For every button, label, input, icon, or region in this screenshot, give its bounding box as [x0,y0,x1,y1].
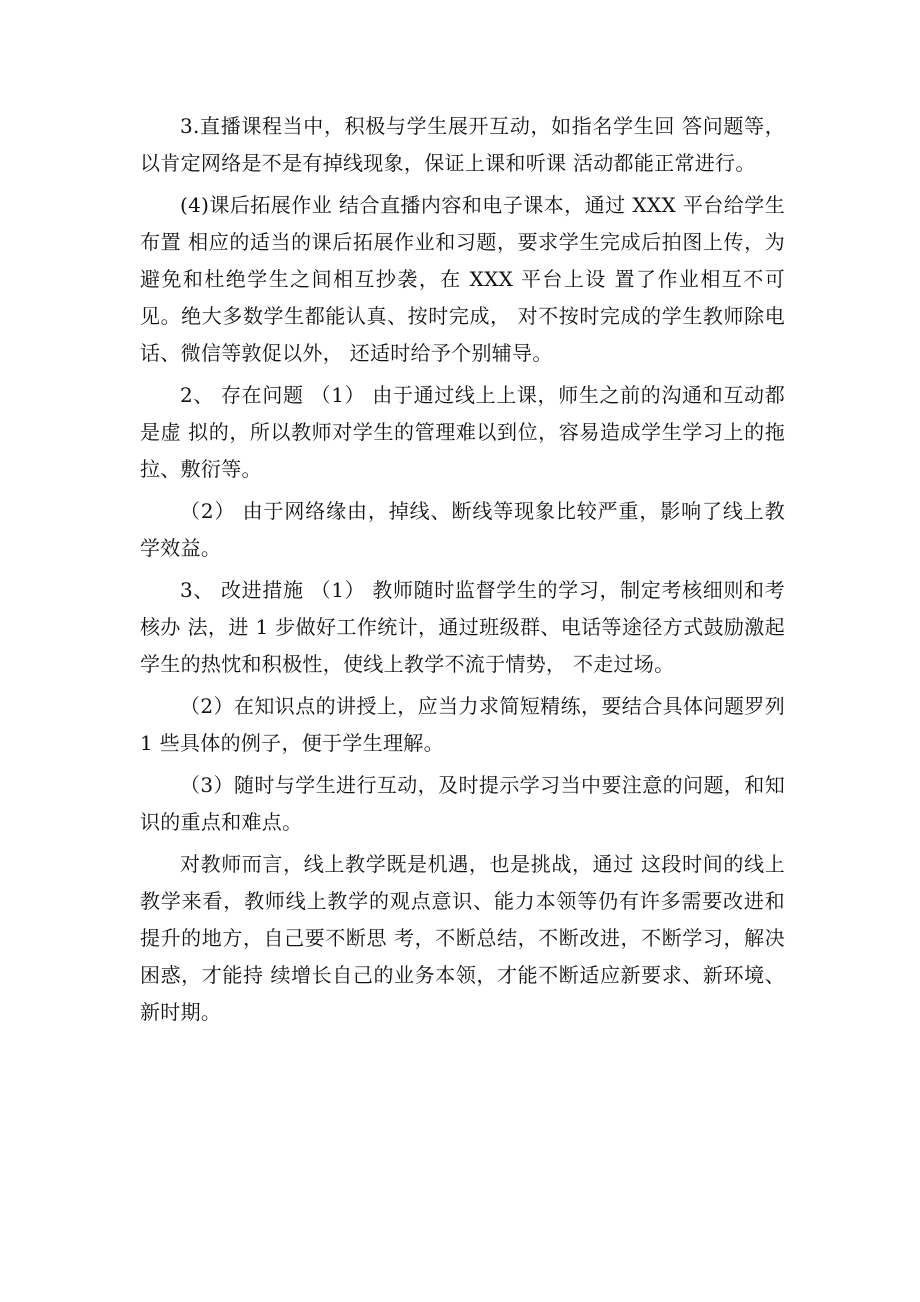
paragraph-measures-3: （3）随时与学生进行互动，及时提示学习当中要注意的问题，和知识的重点和难点。 [140,773,785,834]
paragraph-measures-1: 3、 改进措施 （1） 教师随时监督学生的学习，制定考核细则和考核办 法，进 1 步做好工作统计，通过班级群、电话等途径方式鼓励激起学生的热忱和积极性，使线上教学不流于情势， 不走过场。 [140,578,785,676]
document-body [140,108,785,1031]
paragraph-problems-1: 2、 存在问题 （1） 由于通过线上上课，师生之前的沟通和互动都是虚 拟的，所以教师对学生的管理难以到位，容易造成学生学习上的拖拉、敷衍等。 [140,383,785,481]
paragraph-measures-2: （2）在知识点的讲授上，应当力求简短精练，要结合具体问题罗列 1 些具体的例子，便于学生理解。 [140,694,785,755]
paragraph-homework: (4)课后拓展作业 结合直播内容和电子课本，通过 XXX 平台给学生布置 相应的适当的课后拓展作业和习题，要求学生完成后拍图上传，为避免和杜绝学生之间相互抄袭，在 XXX 平台上设 置了作业相互不可见。绝大多数学生都能认真、按时完成， 对不按时完成的学生教师除电话、微信等敦促以外， 还适时给予个别辅导。 [140,193,785,365]
paragraph-conclusion: 对教师而言，线上教学既是机遇，也是挑战，通过 这段时间的线上教学来看，教师线上教学的观点意识、能力本领等仍有许多需要改进和提升的地方，自己要不断思 考，不断总结，不断改进，不断学习，解决困惑，才能持 续增长自己的业务本领，才能不断适应新要求、新环境、 新时期。 [140,852,785,1024]
paragraph-problems-2: （2） 由于网络缘由，掉线、断线等现象比较严重，影响了线上教学效益。 [140,499,785,560]
paragraph-live-interaction: 3.直播课程当中，积极与学生展开互动，如指名学生回 答问题等，以肯定网络是不是有掉线现象，保证上课和听课 活动都能正常进行。 [140,114,785,175]
